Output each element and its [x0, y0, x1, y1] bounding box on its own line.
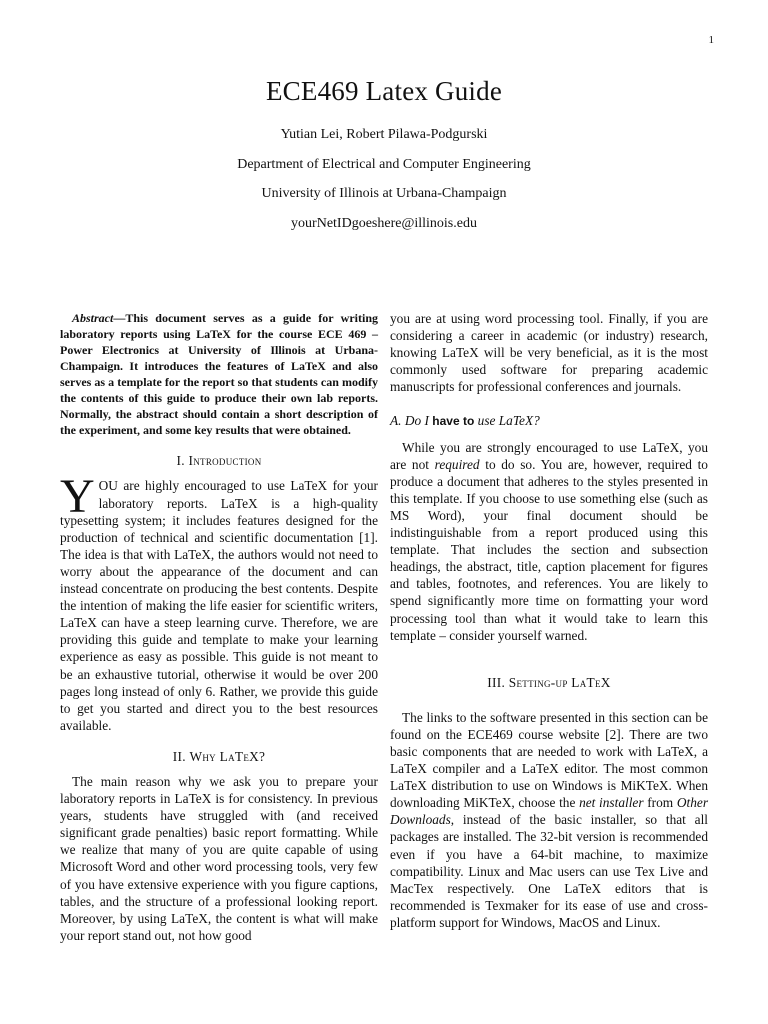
subsection-title-pre: Do I	[404, 413, 429, 429]
abstract	[60, 310, 378, 438]
subsection-a-paragraph	[390, 439, 708, 644]
emphasis-other-downloads: Other Downloads	[390, 795, 709, 828]
why-paragraph-continued: you are at using word processing tool. Finally, if you are considering a career in academic (or industry) research, knowing LaTeX will be very beneficial, as it is the most commonly used software for preparing academic manuscripts for professional conferences and journals.	[390, 311, 708, 395]
abstract-text: This document serves as a guide for writing laboratory reports using LaTeX for the course ECE 469 – Power Electronics at University of Illinois at Urbana-Champaign. It introduces the features of LaTeX and also serves as a template for the report so that students can modify the contents of this guide to produce their own lab reports. Normally, the abstract should contain a short description of the experiment, and some key results that were obtained.	[60, 311, 378, 438]
section-heading-why-latex	[60, 748, 378, 765]
abstract-label: Abstract	[72, 311, 114, 325]
setup-from: from	[647, 795, 674, 811]
abstract-dash: —	[113, 311, 126, 325]
section-title: Setting-up LaTeX	[508, 674, 611, 690]
department: Department of Electrical and Computer Engineering	[237, 156, 531, 172]
section-heading-introduction	[60, 452, 378, 469]
right-column	[390, 310, 708, 931]
email: yourNetIDgoeshere@illinois.edu	[291, 215, 477, 231]
setup-paragraph	[390, 709, 708, 931]
subsection-heading-do-i-have-to	[390, 412, 708, 430]
setup-text-2: , instead of the basic installer, so that all packages are installed. The 32-bit version is recommended even if you have a 64-bit machine, to maximize compatibility. Linux and Mac users can use Tex Live and MacTex respectively. One LaTeX editors that is recommended is Texmaker for its ease of use and cross-platform support for Windows, MacOS and Linux.	[390, 812, 708, 930]
paper-title: ECE469 Latex Guide	[265, 76, 503, 106]
paper-header	[0, 75, 768, 244]
why-paragraph: The main reason why we ask you to prepare your laboratory reports in LaTeX is for consistency. In previous years, students have struggled with (and received significant grade penalties) basic report formatting. While we realize that many of you are quite capable of using Microsoft Word and other word processing tools, very few of you have extensive experience with you figure captions, tables, and the structure of a professional looking report. Moreover, by using LaTeX, the content is what will make your report stand out, not how good	[60, 773, 378, 943]
intro-text: OU are highly encouraged to use LaTeX for your laboratory reports. LaTeX is a high-quality typesetting system; it includes features designed for the production of technical and scientific documentation [1]. The idea is that with LaTeX, the authors would not need to worry about the appearance of the document and can instead concentrate on producing the best contents. Despite the intention of making the life easier for scientific writers, LaTeX can have a steep learning curve. Therefore, we are providing this guide and template to make your learning experience as easy as possible. This guide is not meant to be an exhaustive tutorial, otherwise it would be over 200 pages long instead of only 6. Rather, we provide this guide to get you started and direct you to the best resources available.	[60, 478, 378, 733]
section-number: I.	[176, 453, 185, 469]
subsection-letter: A.	[390, 413, 402, 429]
left-column	[60, 310, 378, 944]
subsection-a-text-1: While you are strongly encouraged to use LaTeX, you are not	[390, 439, 708, 472]
section-title: Why LaTeX?	[189, 748, 266, 764]
drop-cap: Y	[60, 470, 95, 524]
subsection-title-emphasis: have to	[432, 414, 475, 429]
subsection-title-post: use LaTeX?	[477, 413, 540, 429]
section-number: II.	[172, 748, 186, 764]
section-heading-setting-up-latex	[390, 674, 708, 691]
setup-text-1: The links to the software presented in this section can be found on the ECE469 course website [2]. There are two basic components that are needed to work with LaTeX, a LaTeX compiler and a LaTeX editor. The most common LaTeX distribution to use on Windows is MiKTeX. When downloading MiKTeX, choose the	[390, 709, 708, 811]
emphasis-required: required	[434, 456, 480, 472]
intro-paragraph	[60, 470, 378, 733]
subsection-a-text-2: to do so. You are, however, required to produce a document that adheres to the styles presented in this template. If you choose to use something else (such as MS Word), your final document should be indistinguishable from a report produced using this template. That includes the section and subsection headings, the abstract, title, caption placement for figures and tables, footnotes, and references. You are likely to spend significantly more time on formatting your word processing tool than what it would take to learn this template – consider yourself warned.	[390, 456, 708, 643]
page-number: 1	[708, 34, 714, 46]
section-number: III.	[487, 674, 506, 690]
authors: Yutian Lei, Robert Pilawa-Podgurski	[280, 127, 488, 142]
emphasis-net-installer: net installer	[579, 795, 644, 811]
section-title: Introduction	[188, 453, 262, 469]
university: University of Illinois at Urbana-Champaign	[261, 186, 507, 201]
